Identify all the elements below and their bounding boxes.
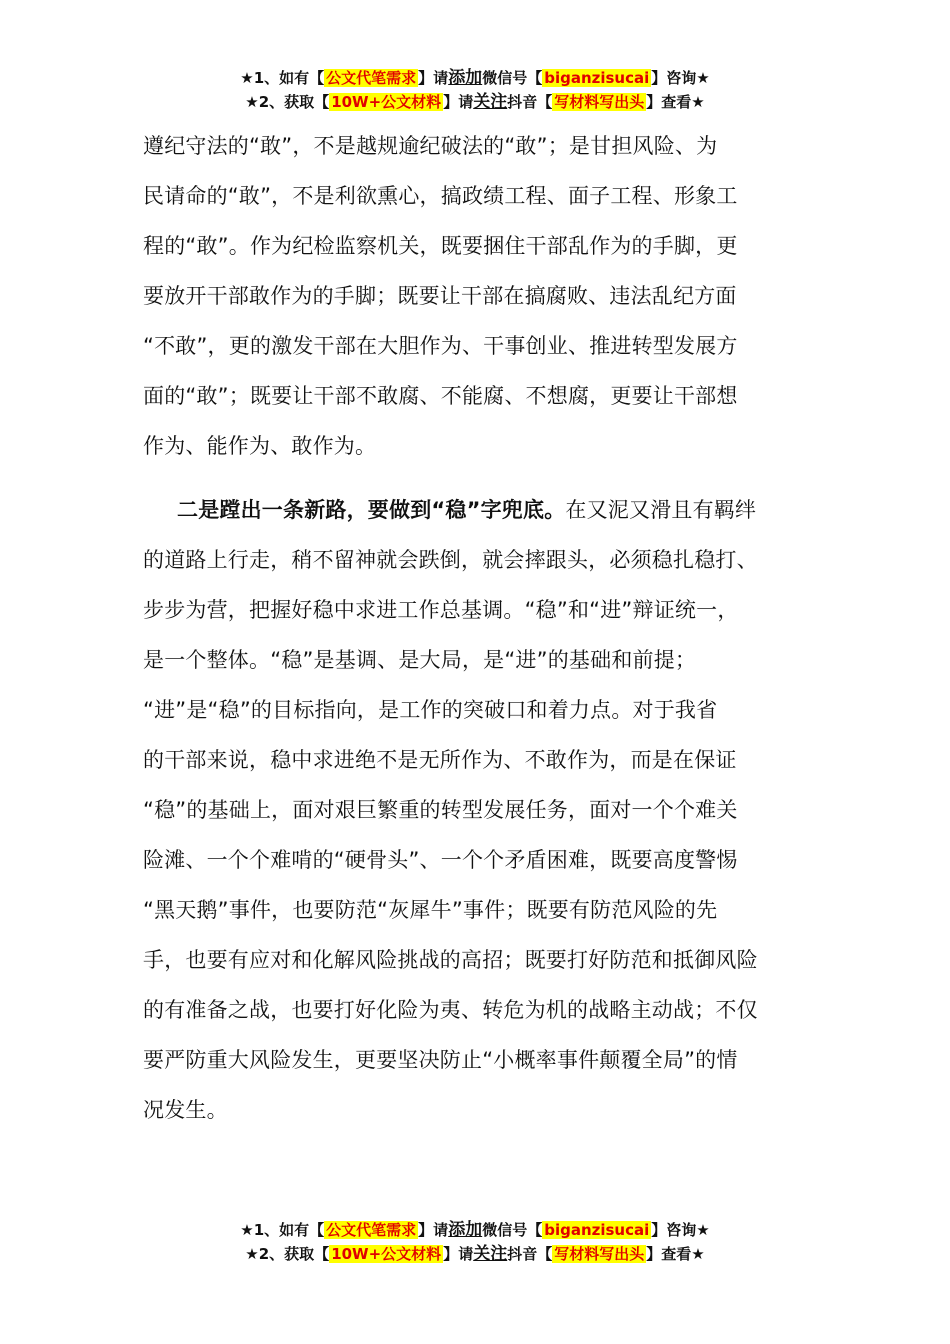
text-line: 手，也要有应对和化解风险挑战的高招；既要打好防范和抵御风险 [143,948,758,972]
banner-text: 】请 [443,93,474,111]
text-line: 面的“敢”；既要让干部不敢腐、不能腐、不想腐，更要让干部想 [143,384,738,408]
paragraph-heading: 二是蹚出一条新路，要做到“稳”字兜底。 [177,498,566,522]
emphasis-text: 添加 [448,1220,483,1240]
text-line: 民请命的“敢”，不是利欲熏心，搞政绩工程、面子工程、形象工 [143,184,738,208]
banner-line-2 [0,1242,950,1266]
text-line: 要放开干部敢作为的手脚；既要让干部在搞腐败、违法乱纪方面 [143,284,737,308]
highlight-materials: 10W+公文材料 [331,93,442,111]
banner-text: 】查看★ [646,93,705,111]
banner-text: ★1、如有【 [240,69,325,87]
banner-text: 】请 [418,69,449,87]
emphasis-text: 关注 [473,1244,508,1264]
text-line: 的干部来说，稳中求进绝不是无所作为、不敢作为，而是在保证 [143,748,737,772]
text-run: 在又泥又滑且有羁绊 [565,498,757,522]
highlight-materials: 10W+公文材料 [331,1245,442,1263]
banner-text: 】咨询★ [651,69,710,87]
banner-text: 微信号【 [482,69,543,87]
banner-line-1 [0,66,950,90]
text-line: 况发生。 [143,1098,228,1122]
banner-text: ★2、获取【 [245,93,330,111]
text-line: “进”是“稳”的目标指向，是工作的突破口和着力点。对于我省 [143,698,718,722]
highlight-douyin-id: 写材料写出头 [554,1245,645,1263]
text-line: 是一个整体。“稳”是基调、是大局，是“进”的基础和前提； [143,648,697,672]
document-body [143,121,807,1135]
banner-text: 抖音【 [507,93,553,111]
banner-text: 】咨询★ [651,1221,710,1239]
banner-text: 】查看★ [646,1245,705,1263]
highlight-wechat-id: biganzisucai [544,69,650,87]
text-line: 的道路上行走，稍不留神就会跌倒，就会摔跟头，必须稳扎稳打、 [143,548,758,572]
text-line: 的有准备之战，也要打好化险为夷、转危为机的战略主动战；不仅 [143,998,758,1022]
banner-text: 抖音【 [507,1245,553,1263]
emphasis-text: 关注 [473,92,508,112]
banner-line-2 [0,90,950,114]
banner-text: 】请 [443,1245,474,1263]
text-line: 遵纪守法的“敢”，不是越规逾纪破法的“敢”；是甘担风险、为 [143,134,718,158]
text-line: 步步为营，把握好稳中求进工作总基调。“稳”和“进”辩证统一， [143,598,739,622]
banner-text: ★2、获取【 [245,1245,330,1263]
paragraph-2 [143,485,807,1135]
text-line [143,485,807,535]
text-line: “稳”的基础上，面对艰巨繁重的转型发展任务，面对一个个难关 [143,798,738,822]
top-promo-banner [0,66,950,114]
banner-text: ★1、如有【 [240,1221,325,1239]
text-line: 要严防重大风险发生，更要坚决防止“小概率事件颠覆全局”的情 [143,1048,738,1072]
banner-text: 】请 [418,1221,449,1239]
text-line: 程的“敢”。作为纪检监察机关，既要捆住干部乱作为的手脚，更 [143,234,738,258]
text-line: “不敢”，更的激发干部在大胆作为、干事创业、推进转型发展方 [143,334,738,358]
highlight-wechat-id: biganzisucai [544,1221,650,1239]
highlight-service: 公文代笔需求 [326,69,417,87]
emphasis-text: 添加 [448,68,483,88]
banner-text: 微信号【 [482,1221,543,1239]
highlight-service: 公文代笔需求 [326,1221,417,1239]
highlight-douyin-id: 写材料写出头 [554,93,645,111]
text-line: 作为、能作为、敢作为。 [143,434,377,458]
paragraph-1 [143,121,807,471]
text-line: 险滩、一个个难啃的“硬骨头”、一个个矛盾困难，既要高度警惕 [143,848,738,872]
text-line: “黑天鹅”事件，也要防范“灰犀牛”事件；既要有防范风险的先 [143,898,718,922]
banner-line-1 [0,1218,950,1242]
bottom-promo-banner [0,1218,950,1266]
